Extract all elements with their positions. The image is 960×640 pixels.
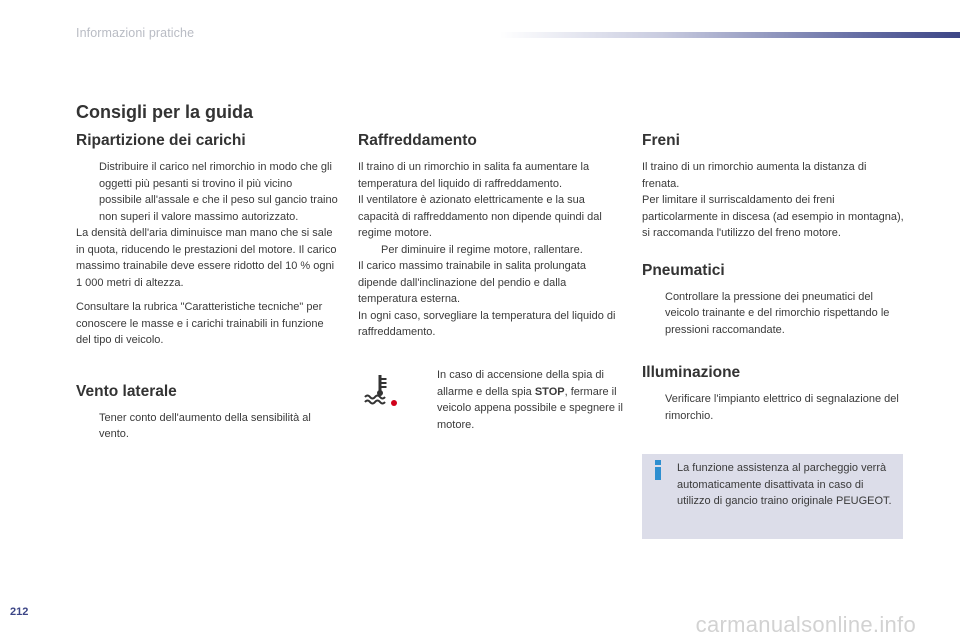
heading-pneumatici: Pneumatici — [642, 261, 725, 279]
bullet-text: Controllare la pressione dei pneumatici del veicolo trainante e del rimorchio rispettando le pressioni raccomandate. — [665, 290, 890, 336]
page-number: 212 — [10, 606, 29, 618]
watermark: carmanualsonline.info — [695, 612, 916, 637]
para-freni-2: Per limitare il surriscaldamento dei freni particolarmente in discesa (ad esempio in montagna), si raccomanda l'utilizzo del freno motore. — [642, 194, 904, 239]
para-raffreddamento-2: Il ventilatore è azionato elettricamente e la sua capacità di raffreddamento non dipende quindi dal regime motore. — [358, 194, 602, 239]
column-middle — [358, 132, 624, 341]
para-raffreddamento-1: Il traino di un rimorchio in salita fa aumentare la temperatura del liquido di raffreddamento. — [358, 161, 590, 190]
info-box — [642, 454, 903, 539]
section-ripartizione — [76, 132, 338, 349]
warning-text-before: In caso di accensione della spia di allarme e della spia — [437, 369, 604, 398]
bullet-text: Verificare l'impianto elettrico di segnalazione del rimorchio. — [665, 393, 899, 422]
bullet-text: Tener conto dell'aumento della sensibilità al vento. — [99, 411, 311, 440]
section-freni — [642, 132, 904, 242]
info-icon — [652, 460, 664, 480]
bullet-text: Per diminuire il regime motore, rallentare. — [381, 243, 583, 256]
warning-text-after: , fermare il veicolo appena possibile e spegnere il motore. — [437, 385, 623, 431]
info-text: La funzione assistenza al parcheggio verrà automaticamente disattivata in caso di utilizzo di gancio traino originale PEUGEOT. — [677, 462, 892, 507]
bullet-raffreddamento — [358, 242, 624, 259]
heading-raffreddamento: Raffreddamento — [358, 132, 477, 149]
para-ripartizione-1: La densità dell'aria diminuisce man mano che si sale in quota, riducendo le prestazioni del motore. Il carico massimo trainabile deve essere ridotto del 10 % ogni 1 000 metri di altezza. — [76, 227, 337, 289]
heading-illuminazione: Illuminazione — [642, 364, 741, 381]
heading-vento: Vento laterale — [76, 382, 177, 400]
para-ripartizione-2: Consultare la rubrica "Caratteristiche tecniche" per conoscere le masse e i carichi trainabili in funzione del tipo di veicolo. — [76, 301, 324, 346]
bullet-illuminazione — [642, 391, 904, 424]
bullet-vento — [76, 410, 338, 443]
warning-block — [358, 367, 624, 437]
section-vento — [76, 383, 338, 443]
header-gradient-bar — [500, 32, 960, 38]
section-illuminazione — [642, 364, 904, 424]
heading-freni: Freni — [642, 132, 680, 149]
section-header: Informazioni pratiche — [76, 26, 195, 40]
para-freni-1: Il traino di un rimorchio aumenta la distanza di frenata. — [642, 161, 867, 190]
bullet-ripartizione — [76, 159, 338, 225]
section-pneumatici — [642, 262, 904, 339]
bullet-pneumatici — [642, 289, 904, 339]
column-left — [76, 132, 338, 443]
warning-text-stop: STOP — [534, 385, 565, 398]
para-raffreddamento-4: In ogni caso, sorvegliare la temperatura del liquido di raffreddamento. — [358, 309, 616, 338]
column-right — [642, 132, 904, 424]
warning-text — [414, 367, 624, 433]
bullet-text: Distribuire il carico nel rimorchio in modo che gli oggetti più pesanti si trovino il più vicino possibile all'assale e che il peso sul gancio traino non superi il valore massimo autorizzato. — [99, 161, 338, 223]
section-raffreddamento — [358, 132, 624, 341]
coolant-temperature-icon — [364, 373, 398, 407]
page-title: Consigli per la guida — [76, 102, 254, 122]
para-raffreddamento-3: Il carico massimo trainabile in salita prolungata dipende dall'inclinazione del pendio e dalla temperatura esterna. — [358, 260, 587, 305]
heading-ripartizione: Ripartizione dei carichi — [76, 132, 246, 149]
